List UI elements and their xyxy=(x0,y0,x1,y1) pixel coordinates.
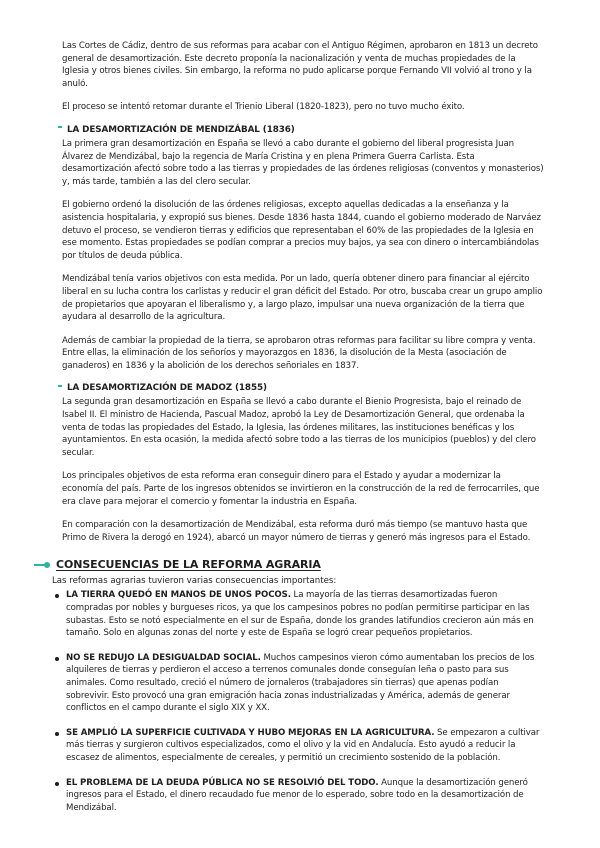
consequences-heading xyxy=(34,558,544,571)
list-item-text: Muchos campesinos vieron cómo aumentaban los precios de los alquileres de tierras y perdieron el acceso a terrenos comunales donde conseguían leña o pasto para sus animales. Como resultado, creció el número de jornaleros (trabajadores sin tierras) que apenas podían sobrevivir. Esto provocó una gran emigración hacia zonas industrializadas y América, además de generar conflictos en el campo durante el siglo XIX y XX. xyxy=(66,652,535,714)
mendizabal-heading xyxy=(58,125,544,135)
mendizabal-paragraph-2: El gobierno ordenó la disolución de las órdenes religiosas, excepto aquellas dedicadas a la enseñanza y la asistencia hospitalaria, y expropió sus bienes. Desde 1836 hasta 1844, cuando el gobierno moderado de Narváez detuvo el proceso, se vendieron tierras y edificios que representaban el 60% de las propiedades de la Iglesia en ese momento. Estas propiedades se podían comprar a precios muy bajos, ya sea con dinero o intercambiándolas por títulos de deuda pública. xyxy=(62,200,541,261)
list-item xyxy=(54,727,544,765)
list-item xyxy=(54,589,544,639)
intro-paragraph-2: El proceso se intentó retomar durante el Trienio Liberal (1820-1823), pero no tuvo mucho éxito. xyxy=(62,102,465,113)
list-item-heading: EL PROBLEMA DE LA DEUDA PÚBLICA NO SE RESOLVIÓ DEL TODO. xyxy=(66,777,379,788)
mendizabal-paragraph-1: La primera gran desamortización en España se llevó a cabo durante el gobierno del liberal progresista Juan Álvarez de Mendizábal, bajo la regencia de María Cristina y en plena Primera Guerra Carlista. Esta desamortización afectó sobre todo a las tierras y propiedades de las órdenes religiosas (conventos y monasterios) y, más tarde, también a las del clero secular. xyxy=(62,138,544,187)
madoz-title: LA DESAMORTIZACIÓN DE MADOZ (1855) xyxy=(67,383,267,394)
section-bullet-icon xyxy=(34,564,48,566)
list-item-text: Se empezaron a cultivar más tierras y surgieron cultivos especializados, como el olivo y la vid en Andalucía. Esto ayudó a reducir la escasez de alimentos, especialmente de cereales, y permitió un crecimiento sostenido de la población. xyxy=(66,727,540,763)
list-item-text: La mayoría de las tierras desamortizadas fueron compradas por nobles y burgueses ricos, ya que los campesinos pobres no podían permitirse participar en las subastas. Esto se notó especialmente en el sur de España, donde los grandes latifundios crecieron aún más en tamaño. Solo en algunas zonas del norte y este de España se logró crear pequeños propietarios. xyxy=(66,590,534,639)
heading-dash-icon xyxy=(58,126,62,128)
list-item-text: Aunque la desamortización generó ingresos para el Estado, el dinero recaudado fue menor de lo esperado, sobre todo en la desamortización de Mendizábal. xyxy=(66,777,528,813)
list-item xyxy=(54,652,544,715)
madoz-paragraph-1: La segunda gran desamortización en España se llevó a cabo durante el Bienio Progresista, bajo el reinado de Isabel II. El ministro de Hacienda, Pascual Madoz, aprobó la Ley de Desamortización General, que ordenaba la venta de todas las propiedades del Estado, la Iglesia, las órdenes militares, las instituciones benéficas y los ayuntamientos. En esta ocasión, la medida afectó sobre todo a las tierras de los municipios (pueblos) y del clero secular. xyxy=(62,397,536,458)
madoz-heading xyxy=(58,383,544,393)
consequences-title: CONSECUENCIAS DE LA REFORMA AGRARIA xyxy=(56,558,321,572)
consequences-list xyxy=(62,589,544,814)
list-item-heading: SE AMPLIÓ LA SUPERFICIE CULTIVADA Y HUBO MEJORAS EN LA AGRICULTURA. xyxy=(66,727,435,738)
consequences-intro: Las reformas agrarias tuvieron varias consecuencias importantes: xyxy=(52,576,337,587)
list-item-heading: LA TIERRA QUEDÓ EN MANOS DE UNOS POCOS. xyxy=(66,590,291,601)
mendizabal-paragraph-4: Además de cambiar la propiedad de la tierra, se aprobaron otras reformas para facilitar su libre compra y venta. Entre ellas, la eliminación de los señoríos y mayorazgos en 1836, la disolución de la Mesta (asociación de ganaderos) en 1836 y la abolición de los derechos señoriales en 1837. xyxy=(62,335,536,371)
list-item-heading: NO SE REDUJO LA DESIGUALDAD SOCIAL. xyxy=(66,652,261,663)
madoz-paragraph-2: Los principales objetivos de esta reforma eran conseguir dinero para el Estado y ayudar a modernizar la economía del país. Parte de los ingresos obtenidos se invirtieron en la construcción de la red de ferrocarriles, que era clave para mejorar el comercio y fomentar la industria en España. xyxy=(62,471,540,507)
mendizabal-title: LA DESAMORTIZACIÓN DE MENDIZÁBAL (1836) xyxy=(67,124,295,135)
heading-dash-icon xyxy=(58,385,62,387)
madoz-paragraph-3: En comparación con la desamortización de Mendizábal, esta reforma duró más tiempo (se mantuvo hasta que Primo de Rivera la derogó en 1924), abarcó un mayor número de tierras y generó más ingresos para el Estado. xyxy=(62,520,531,543)
mendizabal-paragraph-3: Mendizábal tenía varios objetivos con esta medida. Por un lado, quería obtener dinero para financiar al ejército liberal en su lucha contra los carlistas y reducir el gran déficit del Estado. Por otro, buscaba crear un grupo amplio de propietarios que apoyaran el liberalismo y, a largo plazo, impulsar una nueva organización de la tierra que ayudara al desarrollo de la agricultura. xyxy=(62,274,543,323)
intro-paragraph-1: Las Cortes de Cádiz, dentro de sus reformas para acabar con el Antiguo Régimen, aprobaron en 1813 un decreto general de desamortización. Este decreto proponía la nacionalización y venta de muchas propiedades de la Iglesia y otros bienes civiles. Sin embargo, la reforma no pudo aplicarse porque Fernando VII volvió al trono y la anuló. xyxy=(62,41,538,89)
list-item xyxy=(54,777,544,815)
